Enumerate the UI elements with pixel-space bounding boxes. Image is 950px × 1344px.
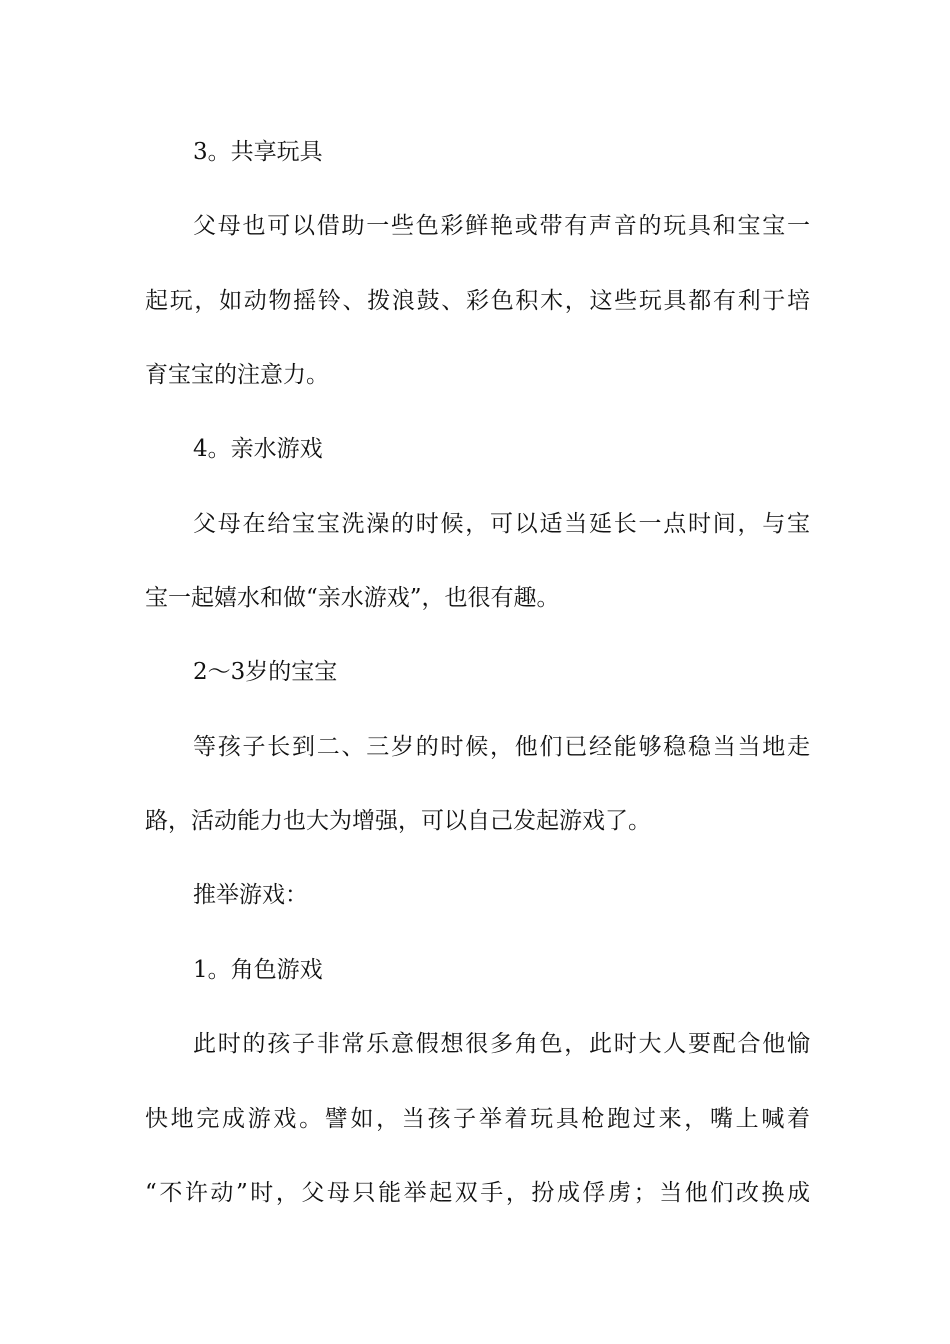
paragraph-line: 此时的孩子非常乐意假想很多角色，此时大人要配合他愉 (193, 1031, 810, 1057)
paragraph-line: 等孩子长到二、三岁的时候，他们已经能够稳稳当当地走 (193, 734, 810, 760)
paragraph-line: 宝一起嬉水和做“亲水游戏”，也很有趣。 (145, 585, 560, 611)
paragraph-line: 父母在给宝宝洗澡的时候，可以适当延长一点时间，与宝 (193, 511, 810, 537)
paragraph-line: 父母也可以借助一些色彩鲜艳或带有声音的玩具和宝宝一 (193, 213, 810, 239)
paragraph-line: 起玩，如动物摇铃、拨浪鼓、彩色积木，这些玩具都有利于培 (145, 288, 810, 314)
paragraph-line: 育宝宝的注意力。 (145, 362, 329, 388)
paragraph-line: 路，活动能力也大为增强，可以自己发起游戏了。 (145, 808, 651, 834)
paragraph-line: “不许动”时，父母只能举起双手，扮成俘虏；当他们改换成 (145, 1180, 810, 1206)
heading-age-2-3: 2～3岁的宝宝 (193, 659, 338, 685)
heading-shared-toys: 3。共享玩具 (193, 139, 323, 165)
heading-water-games: 4。亲水游戏 (193, 436, 323, 462)
heading-role-play: 1。角色游戏 (193, 957, 323, 983)
paragraph-line: 快地完成游戏。譬如，当孩子举着玩具枪跑过来，嘴上喊着 (145, 1106, 810, 1132)
heading-recommended-games: 推举游戏： (193, 882, 308, 908)
